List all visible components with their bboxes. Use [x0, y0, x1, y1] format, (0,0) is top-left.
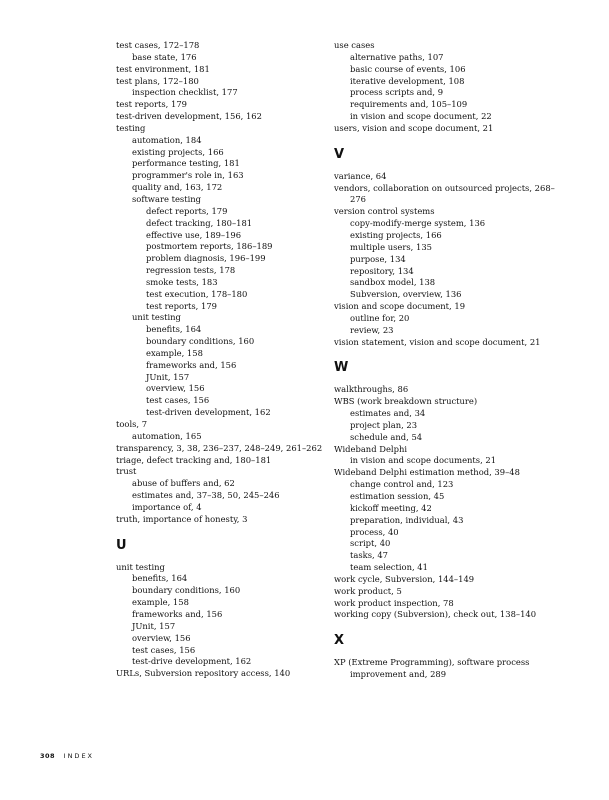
index-entry: vision statement, vision and scope document, 21	[334, 336, 541, 347]
index-subentry: copy-modify-merge system, 136	[350, 218, 486, 229]
index-entry: use cases	[334, 40, 375, 50]
index-subentry: existing projects, 166	[350, 229, 442, 240]
index-subentry: Subversion, overview, 136	[350, 289, 462, 300]
index-entry: walkthroughs, 86	[334, 384, 409, 395]
index-subentry: estimates and, 37–38, 50, 245–246	[132, 490, 280, 501]
index-subentry: quality and, 163, 172	[132, 182, 223, 193]
index-subentry: performance testing, 181	[132, 158, 240, 169]
index-subentry: programmer's role in, 163	[132, 170, 244, 181]
index-entry: Wideband Delphi	[334, 443, 408, 454]
index-subentry: requirements and, 105–109	[350, 99, 468, 110]
index-subentry: problem diagnosis, 196–199	[146, 253, 266, 264]
index-subentry: test execution, 178–180	[146, 288, 248, 299]
index-letter-heading: V	[334, 146, 345, 162]
index-entry: Wideband Delphi estimation method, 39–48	[334, 467, 520, 478]
index-entry: trust	[116, 466, 137, 477]
index-subentry: team selection, 41	[350, 562, 428, 573]
index-subentry: test-drive development, 162	[132, 656, 252, 667]
index-subentry: example, 158	[146, 347, 203, 358]
index-subentry: estimates and, 34	[350, 408, 426, 419]
index-subentry: iterative development, 108	[350, 75, 465, 86]
index-subentry: software testing	[132, 193, 202, 204]
index-entry: vision and scope document, 19	[334, 301, 466, 312]
index-entry: test environment, 181	[116, 63, 210, 74]
index-subentry: project plan, 23	[350, 419, 418, 430]
index-entry: variance, 64	[334, 170, 387, 181]
index-entry: test reports, 179	[116, 99, 187, 110]
index-entry: version control systems	[334, 206, 435, 217]
index-entry: work cycle, Subversion, 144–149	[334, 573, 475, 584]
index-subentry: repository, 134	[350, 265, 414, 276]
index-subentry: overview, 156	[132, 632, 191, 643]
index-subentry: boundary conditions, 160	[132, 585, 241, 596]
index-subentry: sandbox model, 138	[350, 277, 436, 288]
index-entry: test plans, 172–180	[116, 75, 199, 86]
index-subentry: preparation, individual, 43	[350, 514, 464, 525]
index-subentry: script, 40	[350, 538, 391, 549]
index-subentry: JUnit, 157	[146, 371, 190, 382]
index-subentry: kickoff meeting, 42	[350, 502, 432, 513]
index-subentry: benefits, 164	[132, 573, 188, 584]
page-footer	[40, 752, 94, 760]
index-subentry: basic course of events, 106	[350, 63, 466, 74]
index-subentry: overview, 156	[146, 383, 205, 394]
index-entry: test-driven development, 156, 162	[116, 111, 262, 122]
index-entry: truth, importance of honesty, 3	[116, 513, 248, 524]
index-subentry: abuse of buffers and, 62	[132, 478, 235, 489]
index-subentry: JUnit, 157	[132, 620, 176, 631]
index-subentry: frameworks and, 156	[146, 359, 237, 370]
index-entry: work product, 5	[334, 585, 402, 596]
right-index-column	[334, 40, 570, 681]
index-subentry: in vision and scope documents, 21	[350, 455, 497, 466]
index-subentry: process, 40	[350, 526, 399, 537]
index-subentry: multiple users, 135	[350, 241, 432, 252]
index-subentry: defect reports, 179	[146, 205, 228, 216]
index-entry: URLs, Subversion repository access, 140	[116, 668, 291, 679]
index-subentry: purpose, 134	[350, 253, 406, 264]
index-subentry: tasks, 47	[350, 550, 389, 561]
index-subentry: test-driven development, 162	[146, 407, 271, 418]
index-subentry: outline for, 20	[350, 312, 410, 323]
index-entry: testing	[116, 122, 146, 133]
index-subentry: review, 23	[350, 324, 394, 335]
index-subentry: test cases, 156	[146, 395, 210, 406]
index-letter-heading: X	[334, 633, 345, 649]
index-letter-heading: U	[116, 537, 127, 553]
index-subentry: unit testing	[132, 312, 181, 323]
index-entry: unit testing	[116, 561, 165, 572]
index-entry: work product inspection, 78	[334, 597, 454, 608]
index-letter-heading: W	[334, 360, 349, 376]
index-subentry: postmortem reports, 186–189	[146, 241, 273, 252]
index-subentry: importance of, 4	[132, 501, 202, 512]
index-entry: triage, defect tracking and, 180–181	[116, 454, 272, 465]
index-subentry: smoke tests, 183	[146, 276, 218, 287]
index-subentry: effective use, 189–196	[146, 229, 242, 240]
index-subentry: boundary conditions, 160	[146, 336, 255, 347]
index-entry: vendors, collaboration on outsourced projects, 268–276	[334, 182, 555, 205]
index-subentry: schedule and, 54	[350, 431, 423, 442]
index-subentry: automation, 184	[132, 134, 202, 145]
index-subentry: change control and, 123	[350, 479, 454, 490]
index-subentry: benefits, 164	[146, 324, 202, 335]
index-subentry: defect tracking, 180–181	[146, 217, 253, 228]
index-subentry: example, 158	[132, 597, 189, 608]
index-subentry: test cases, 156	[132, 644, 196, 655]
index-entry: users, vision and scope document, 21	[334, 122, 494, 133]
index-subentry: estimation session, 45	[350, 491, 445, 501]
section-label: INDEX	[63, 752, 95, 760]
index-subentry: frameworks and, 156	[132, 608, 223, 619]
index-entry: tools, 7	[116, 419, 148, 429]
index-entry: XP (Extreme Programming), software process improvement and, 289	[334, 657, 530, 680]
index-subentry: inspection checklist, 177	[132, 87, 238, 98]
index-subentry: automation, 165	[132, 430, 202, 441]
index-subentry: base state, 176	[132, 51, 197, 62]
index-entry: transparency, 3, 38, 236–237, 248–249, 261–262	[116, 442, 323, 453]
index-subentry: in vision and scope document, 22	[350, 111, 492, 122]
index-subentry: alternative paths, 107	[350, 51, 444, 62]
index-entry: WBS (work breakdown structure)	[334, 396, 478, 407]
index-subentry: process scripts and, 9	[350, 87, 444, 98]
index-subentry: test reports, 179	[146, 300, 217, 311]
index-subentry: regression tests, 178	[146, 265, 236, 276]
index-entry: test cases, 172–178	[116, 40, 200, 50]
left-index-column	[116, 40, 346, 680]
index-entry: working copy (Subversion), check out, 138–140	[334, 609, 537, 620]
page-number: 308	[40, 752, 56, 760]
index-subentry: existing projects, 166	[132, 146, 224, 157]
